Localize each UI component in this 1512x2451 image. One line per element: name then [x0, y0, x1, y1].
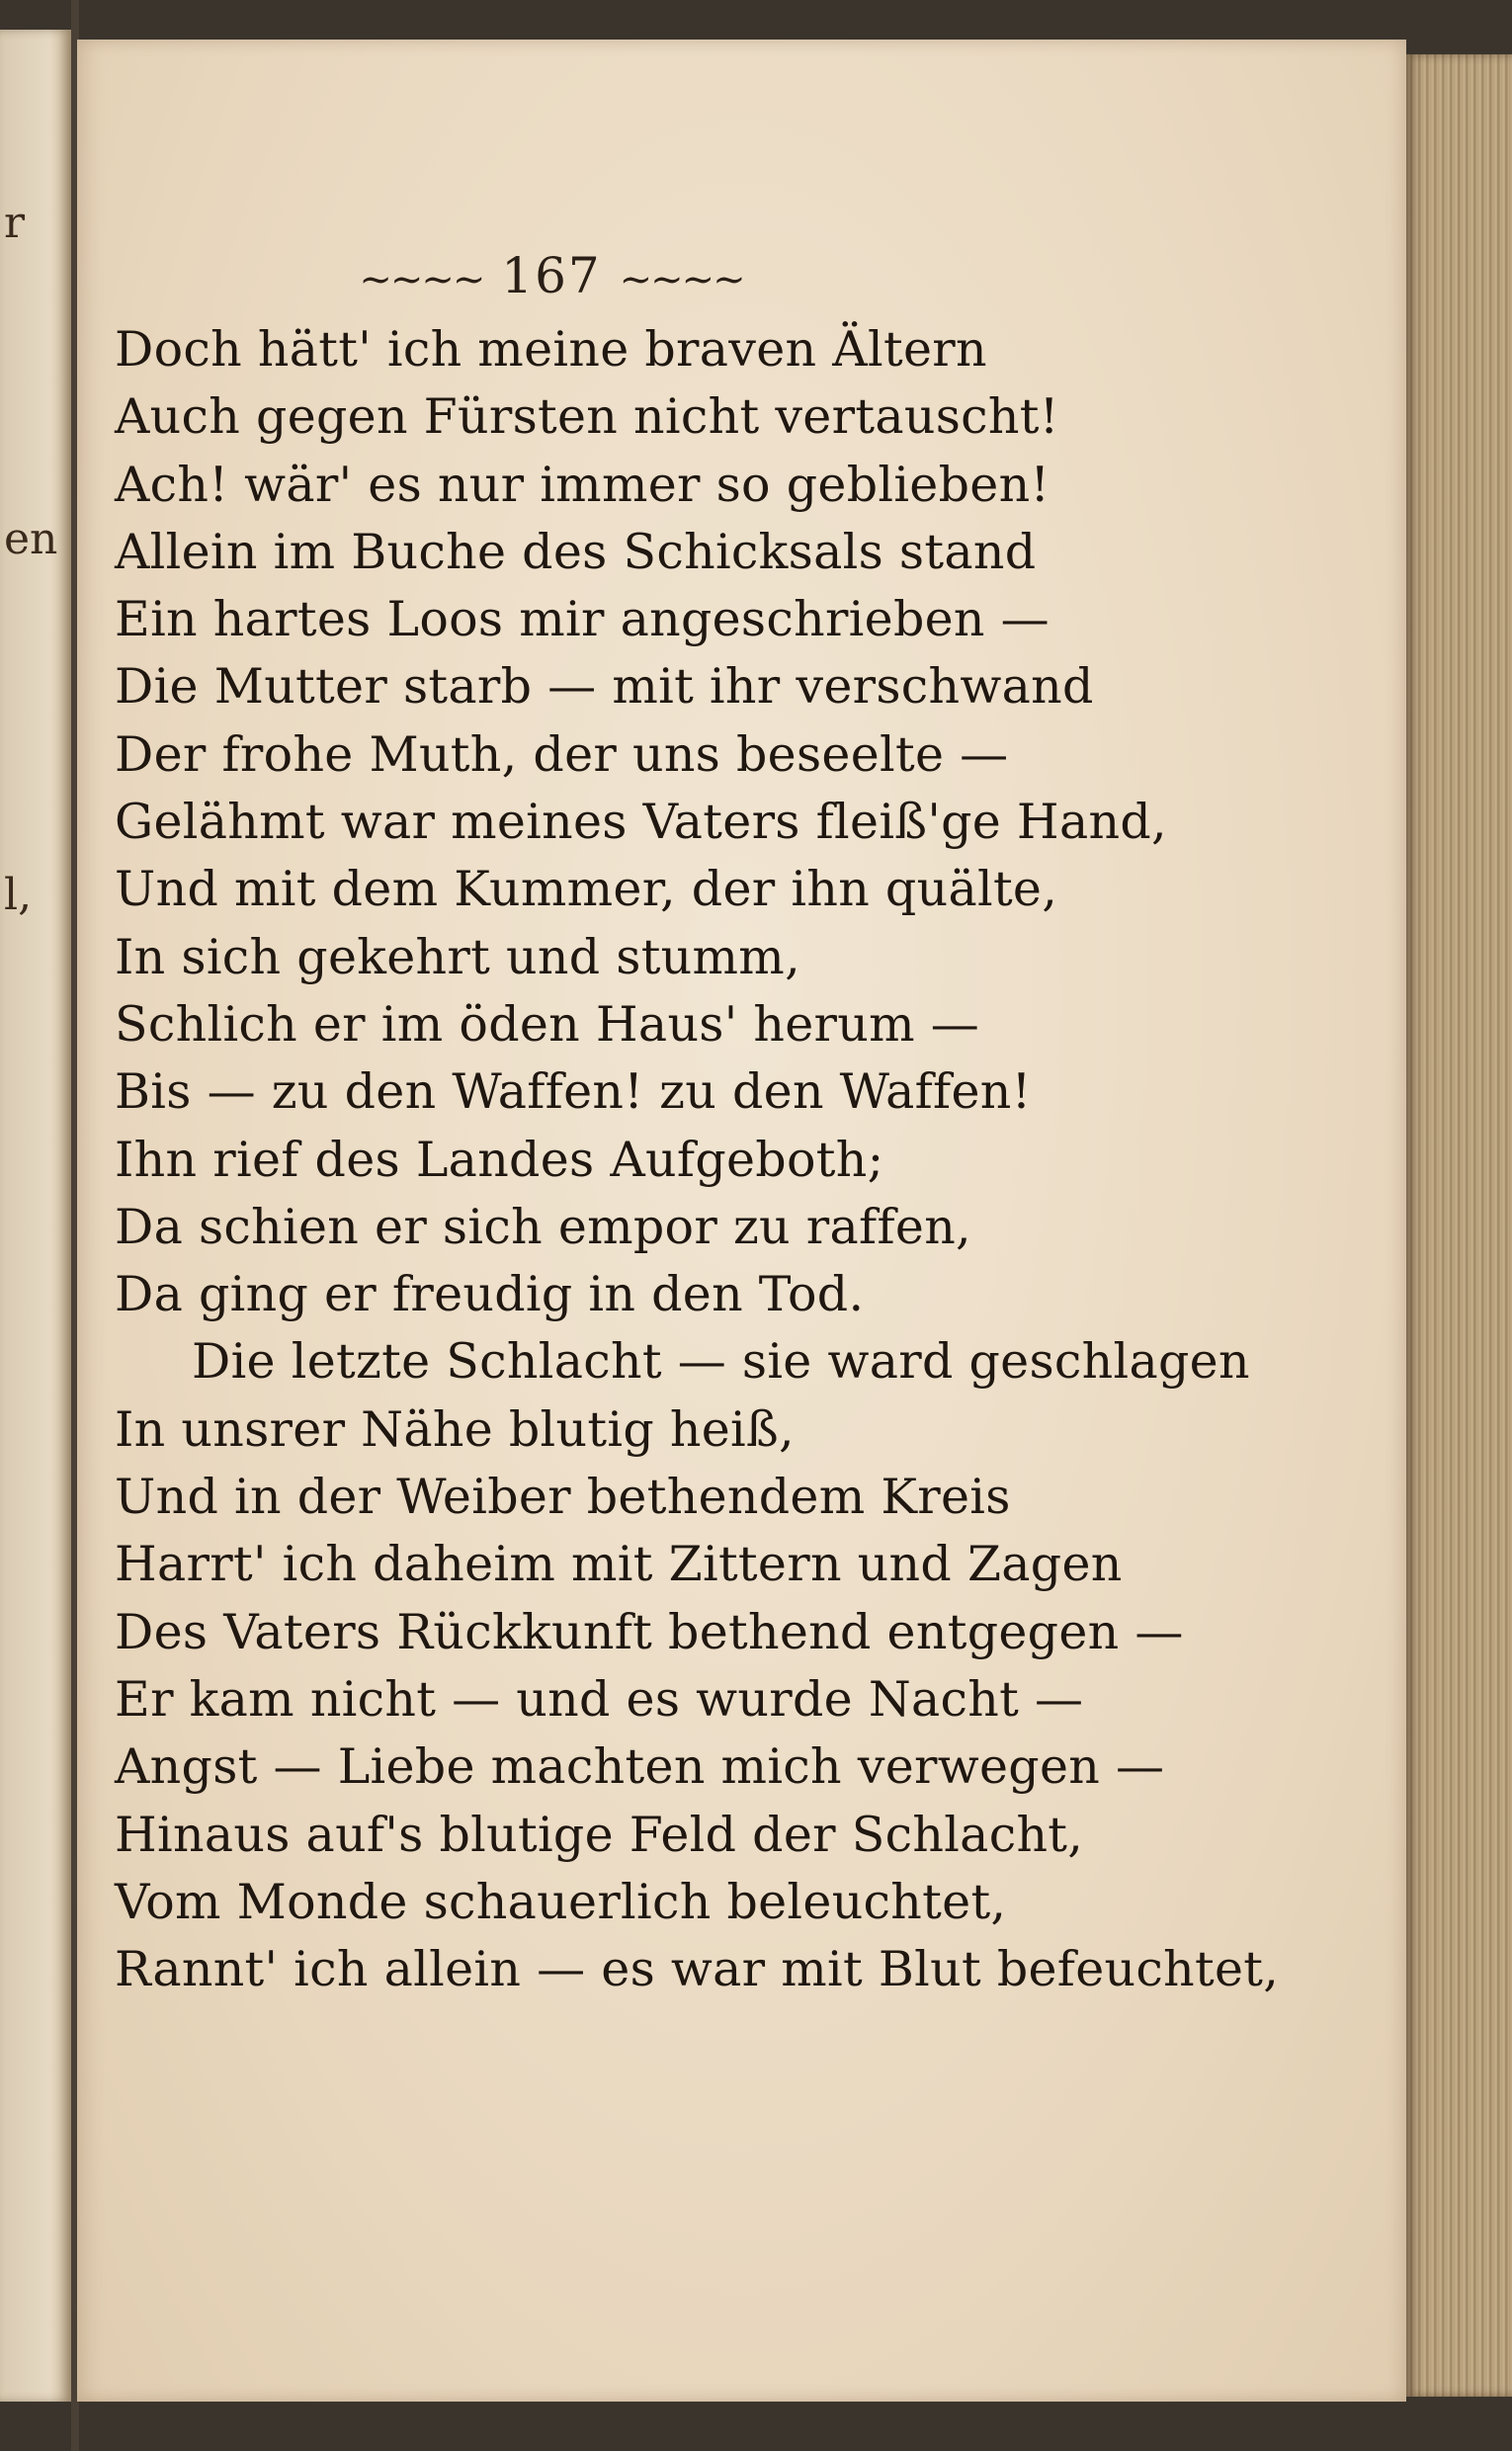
poem-line: Doch hätt' ich meine braven Ältern	[115, 321, 987, 378]
poem-line: In sich gekehrt und stumm,	[115, 928, 800, 985]
poem-line: Die Mutter starb — mit ihr verschwand	[115, 658, 1094, 716]
poem-line: Und mit dem Kummer, der ihn quälte,	[115, 861, 1058, 918]
poem-line: Die letzte Schlacht — sie ward geschlagen	[192, 1333, 1250, 1391]
poem-line: Harrt' ich daheim mit Zittern und Zagen	[115, 1536, 1123, 1593]
poem-line: Schlich er im öden Haus' herum —	[115, 995, 980, 1053]
poem-line: Er kam nicht — und es wurde Nacht —	[115, 1670, 1084, 1728]
poem-line: Da ging er freudig in den Tod.	[115, 1266, 865, 1323]
page-header	[77, 247, 1026, 304]
poem-line: In unsrer Nähe blutig heiß,	[115, 1400, 795, 1458]
poem-line: Vom Monde schauerlich beleuchtet,	[115, 1873, 1007, 1930]
poem-line: Der frohe Muth, der uns beseelte —	[115, 725, 1009, 783]
header-ornament-left: ~~~~	[359, 257, 484, 302]
poem-line: Auch gegen Fürsten nicht vertauscht!	[115, 388, 1059, 446]
page-number: 167	[501, 247, 602, 304]
poem-line: Allein im Buche des Schicksals stand	[115, 523, 1037, 580]
poem-line: Da schien er sich empor zu raffen,	[115, 1198, 971, 1255]
poem-line: Ihn rief des Landes Aufgeboth;	[115, 1131, 884, 1188]
facing-left-page	[0, 30, 71, 2402]
poem-line: Ein hartes Loos mir angeschrieben —	[115, 591, 1050, 648]
left-page-fragment: r	[4, 198, 26, 248]
poem-line: Gelähmt war meines Vaters fleiß'ge Hand,	[115, 794, 1167, 851]
poem-line: Ach! wär' es nur immer so geblieben!	[115, 456, 1050, 513]
poem-text	[115, 316, 1280, 2003]
poem-line: Bis — zu den Waffen! zu den Waffen!	[115, 1063, 1032, 1121]
poem-line: Rannt' ich allein — es war mit Blut befeuchtet,	[115, 1941, 1280, 1998]
poem-line: Und in der Weiber bethendem Kreis	[115, 1469, 1011, 1526]
page-edge-stack	[1406, 54, 1512, 2397]
header-ornament-right: ~~~~	[619, 257, 744, 302]
left-page-fragment: l,	[4, 870, 33, 920]
poem-line: Angst — Liebe machten mich verwegen —	[115, 1738, 1165, 1796]
poem-line: Hinaus auf's blutige Feld der Schlacht,	[115, 1806, 1084, 1863]
poem-line: Des Vaters Rückkunft bethend entgegen —	[115, 1603, 1184, 1660]
book-page	[77, 40, 1406, 2402]
left-page-fragment: en	[4, 514, 58, 564]
